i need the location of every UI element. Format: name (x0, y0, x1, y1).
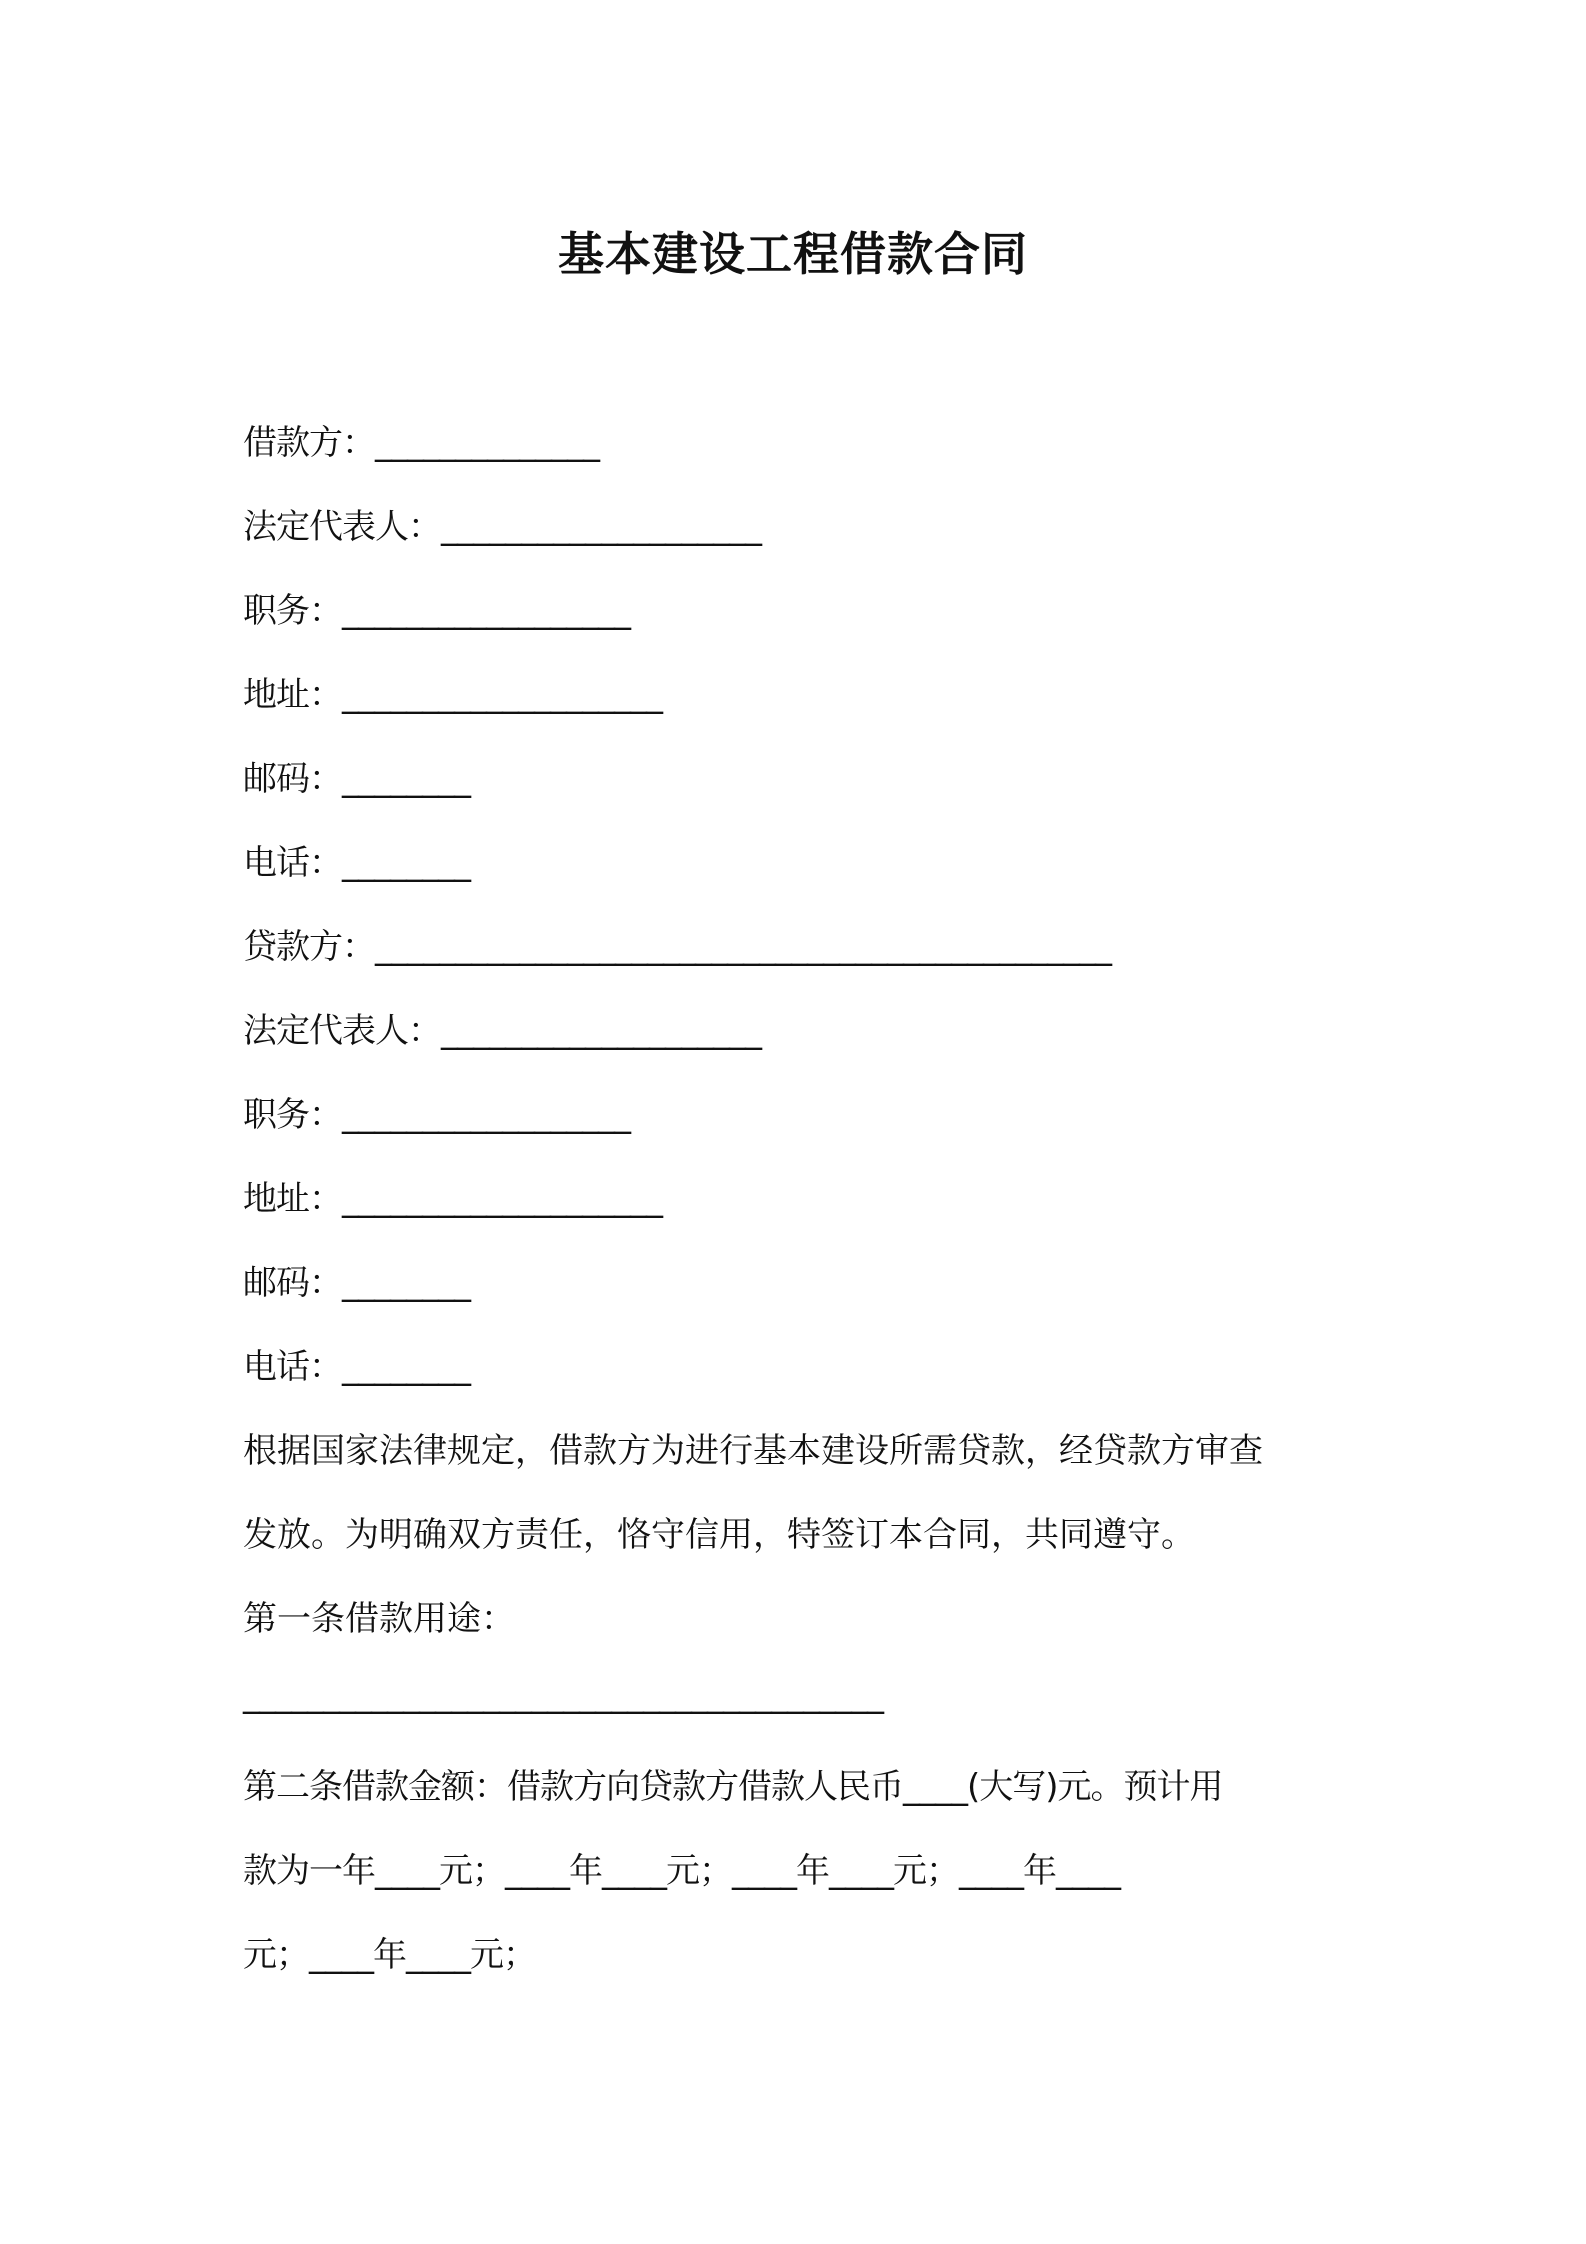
borrower-name-field: 借款方：______________ (243, 423, 599, 463)
article2-line-2: 款为一年____元；____年____元；____年____元；____年____ (243, 1851, 1120, 1891)
lender-address-field: 地址：____________________ (243, 1179, 662, 1219)
lender-postcode-field: 邮码：________ (243, 1263, 470, 1303)
lender-phone-field: 电话：________ (243, 1347, 470, 1387)
borrower-postcode-field: 邮码：________ (243, 759, 470, 799)
document-title: 基本建设工程借款合同 (558, 227, 1028, 281)
preamble-line-2: 发放。为明确双方责任，恪守信用，特签订本合同，共同遵守。 (243, 1515, 1195, 1555)
article1-purpose-blank: ________________________________________ (243, 1675, 883, 1715)
article2-line-3: 元；____年____元； (243, 1935, 536, 1975)
borrower-phone-field: 电话：________ (243, 843, 470, 883)
lender-representative-field: 法定代表人：____________________ (243, 1011, 761, 1051)
lender-name-field: 贷款方：______________________________________________ (243, 927, 1111, 967)
borrower-position-field: 职务：__________________ (243, 591, 630, 631)
borrower-representative-field: 法定代表人：____________________ (243, 507, 761, 547)
lender-position-field: 职务：__________________ (243, 1095, 630, 1135)
preamble-line-1: 根据国家法律规定，借款方为进行基本建设所需贷款，经贷款方审查 (243, 1431, 1263, 1471)
article1-heading: 第一条借款用途： (243, 1599, 515, 1639)
borrower-address-field: 地址：____________________ (243, 675, 662, 715)
article2-line-1: 第二条借款金额：借款方向贷款方借款人民币____(大写)元。预计用 (243, 1767, 1223, 1807)
